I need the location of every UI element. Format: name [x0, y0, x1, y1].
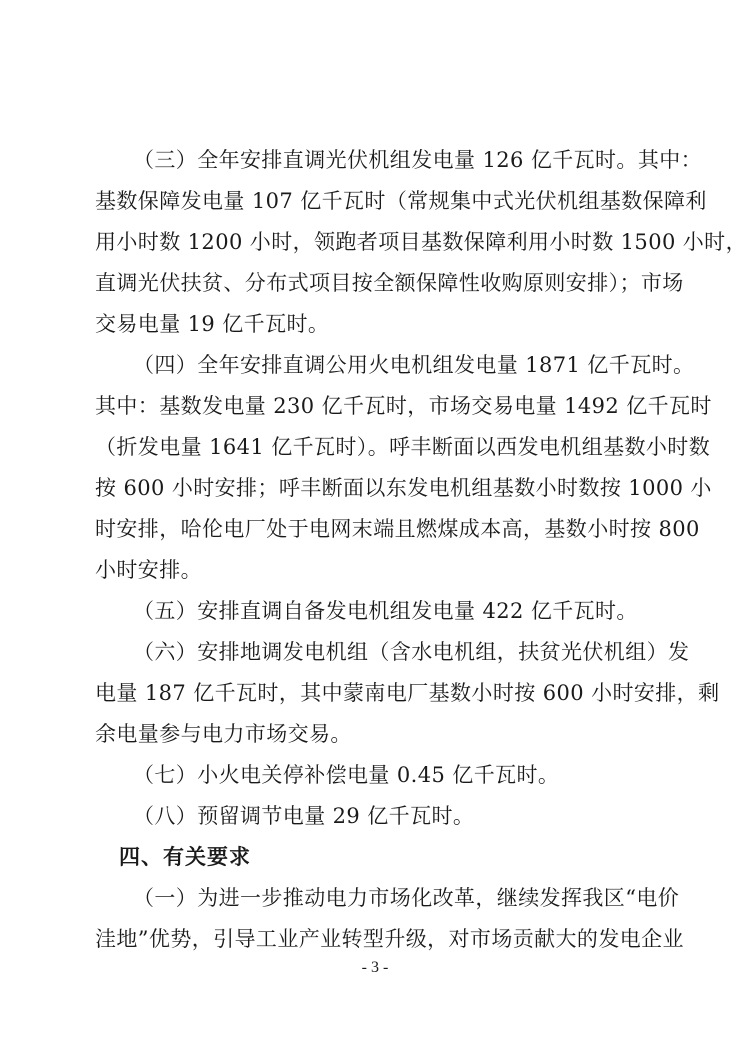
paragraph-7-line-1: （七）小火电关停补偿电量 0.45 亿千瓦时。: [133, 763, 560, 787]
page-number: - 3 -: [361, 959, 389, 976]
paragraph-req-1-line-2: 洼地”优势，引导工业产业转型升级，对市场贡献大的发电企业: [95, 927, 684, 951]
paragraph-4-line-3: （折发电量 1641 亿千瓦时）。呼丰断面以西发电机组基数小时数: [95, 435, 711, 459]
section-heading: 四、有关要求: [119, 845, 251, 869]
paragraph-3-line-5: 交易电量 19 亿千瓦时。: [95, 312, 330, 336]
paragraph-req-1-line-1: （一）为进一步推动电力市场化改革，继续发挥我区“电价: [133, 886, 680, 910]
paragraph-3-line-1: （三）全年安排直调光伏机组发电量 126 亿千瓦时。其中：: [133, 148, 703, 172]
paragraph-4-line-5: 时安排，哈伦电厂处于电网末端且燃煤成本高，基数小时按 800: [95, 517, 700, 541]
paragraph-6-line-2: 电量 187 亿千瓦时，其中蒙南电厂基数小时按 600 小时安排，剩: [95, 681, 720, 705]
paragraph-3-line-3: 用小时数 1200 小时，领跑者项目基数保障利用小时数 1500 小时，: [95, 230, 747, 254]
paragraph-4-line-1: （四）全年安排直调公用火电机组发电量 1871 亿千瓦时。: [133, 353, 695, 377]
paragraph-4-line-4: 按 600 小时安排；呼丰断面以东发电机组基数小时数按 1000 小: [95, 476, 712, 500]
paragraph-4-line-2: 其中：基数发电量 230 亿千瓦时，市场交易电量 1492 亿千瓦时: [95, 394, 712, 418]
paragraph-5-line-1: （五）安排直调自备发电机组发电量 422 亿千瓦时。: [133, 599, 638, 623]
paragraph-6-line-1: （六）安排地调发电机组（含水电机组，扶贫光伏机组）发: [133, 640, 690, 664]
paragraph-8-line-1: （八）预留调节电量 29 亿千瓦时。: [133, 804, 475, 828]
paragraph-4-line-6: 小时安排。: [95, 558, 202, 582]
paragraph-3-line-2: 基数保障发电量 107 亿千瓦时（常规集中式光伏机组基数保障利: [95, 189, 707, 213]
paragraph-6-line-3: 余电量参与电力市场交易。: [95, 722, 352, 746]
paragraph-3-line-4: 直调光伏扶贫、分布式项目按全额保障性收购原则安排）；市场: [95, 271, 684, 295]
